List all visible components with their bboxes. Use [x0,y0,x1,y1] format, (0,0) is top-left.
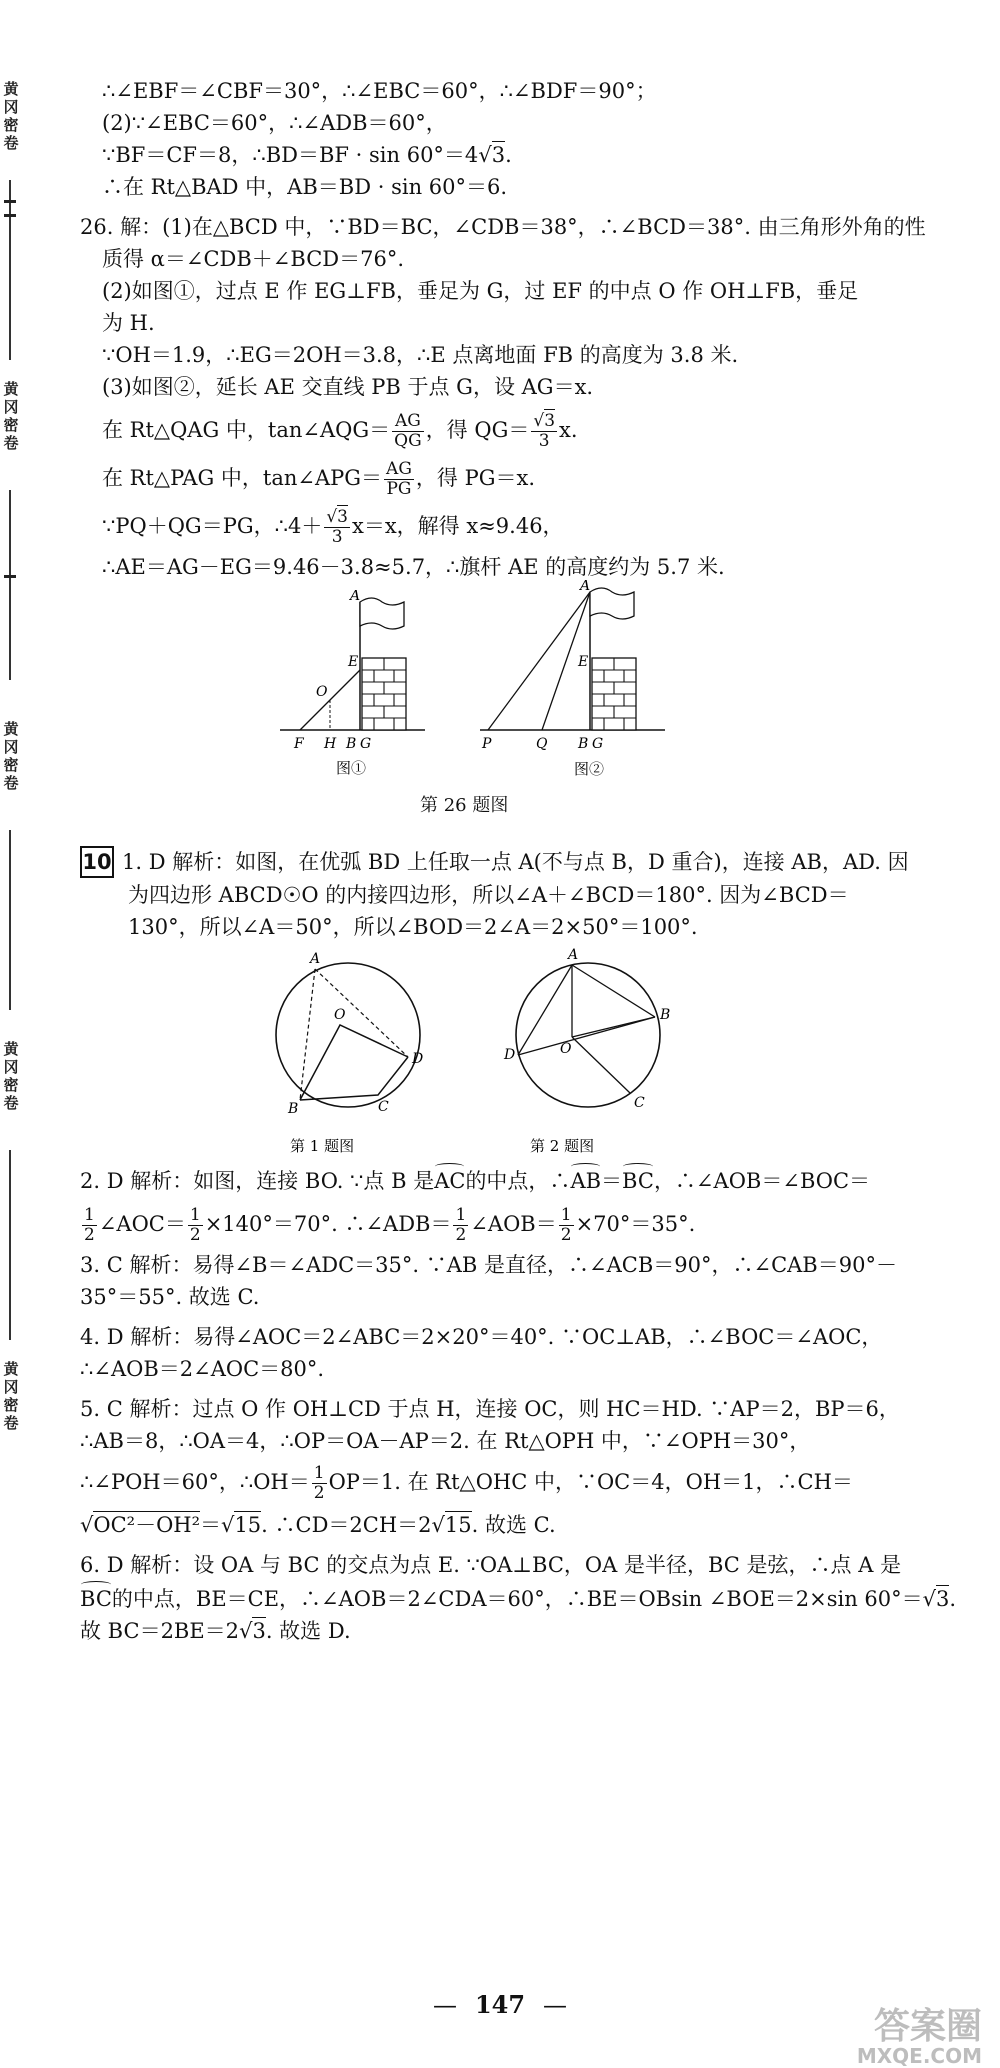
text-line: ∴AB＝8，∴OA＝4，∴OP＝OA－AP＝2. 在 Rt△OPH 中，∵∠OPH＝30°， [80,1429,811,1453]
text-line: 质得 α＝∠CDB＋∠BCD＝76°. [102,247,405,271]
text-line: (3)如图②，延长 AE 交直线 PB 于点 G，设 AG＝x. [102,375,594,399]
figure-caption: 第 1 题图 [290,1137,355,1155]
label-F: F [294,736,304,752]
text-line: 为四边形 ABCD☉O 的内接四边形，所以∠A＋∠BCD＝180°. 因为∠BCD＝ [128,883,849,907]
watermark-logo: 答案圈 MXQE.COM [856,2006,982,2068]
margin-label: 黄 冈 密 卷 [3,1360,19,1432]
page-number: — 147 — [432,1990,568,2019]
figure-caption: 第 2 题图 [530,1137,595,1155]
label-B: B [578,736,589,752]
label-A: A [350,590,361,604]
figure-26-1 [280,590,430,780]
margin-tick [4,200,16,203]
question-26: 26. 解：(1)在△BCD 中，∵BD＝BC，∠CDB＝38°，∴∠BCD＝38°. 由三角形外角的性 [80,215,926,239]
text-line: ∴∠EBF＝∠CBF＝30°，∴∠EBC＝60°，∴∠BDF＝90°； [102,79,657,103]
text-line: ∴在 Rt△BAD 中，AB＝BD · sin 60°＝6. [102,175,508,199]
text-line: 在 Rt△PAG 中，tan∠APG＝ $\frac{AG}{PG}$ ，得 PG＝x. [102,459,536,499]
section-number-box: 10 [80,846,114,878]
text-line: ∴∠POH＝60°，∴OH＝ $\frac{1}{2}$ OP＝1. 在 Rt△OHC 中，∵OC＝4，OH＝1，∴CH＝ [80,1463,853,1503]
figure-caption: 图① [336,759,367,777]
label-G: G [592,736,604,752]
text-line: ∴AE＝AG－EG＝9.46－3.8≈5.7，∴旗杆 AE 的高度约为 5.7 米. [102,555,725,579]
label-C: C [634,1095,645,1111]
figure-caption: 图② [574,760,605,778]
label-O: O [316,684,328,700]
text-line: ∵BF＝CF＝8，∴BD＝BF · sin 60°＝4√3. [102,143,512,167]
figure-q1 [260,945,440,1160]
figure-q2 [500,945,680,1160]
text-line: (2)∵∠EBC＝60°，∴∠ADB＝60°， [102,111,447,135]
text-line: 130°，所以∠A＝50°，所以∠BOD＝2∠A＝2×50°＝100°. [128,915,698,939]
margin-label: 黄 冈 密 卷 [3,380,19,452]
label-O: O [560,1041,572,1057]
answer-3: 3. C 解析：易得∠B＝∠ADC＝35°. ∵AB 是直径，∴∠ACB＝90°，∴∠CAB＝90°－ [80,1253,897,1277]
label-A: A [568,947,579,963]
label-G: G [360,736,372,752]
margin-rule [9,180,11,360]
label-H: H [324,736,337,752]
text-line: (2)如图①，过点 E 作 EG⊥FB，垂足为 G，过 EF 的中点 O 作 OH⊥FB，垂足 [102,279,859,303]
text-line: ∵OH＝1.9，∴EG＝2OH＝3.8，∴E 点离地面 FB 的高度为 3.8 米. [102,343,739,367]
binding-margin [0,0,28,2068]
label-P: P [482,736,492,752]
text-line: √OC²－OH²＝√15. ∴CD＝2CH＝2√15. 故选 C. [80,1513,556,1537]
answer-4: 4. D 解析：易得∠AOC＝2∠ABC＝2×20°＝40°. ∵OC⊥AB，∴∠BOC＝∠AOC， [80,1325,883,1349]
label-Q: Q [536,736,548,752]
label-E: E [578,654,589,670]
margin-rule [9,1150,11,1340]
label-D: D [412,1051,424,1067]
margin-rule [9,830,11,1010]
label-A: A [310,951,321,967]
label-B: B [288,1101,299,1117]
answer-5: 5. C 解析：过点 O 作 OH⊥CD 于点 H，连接 OC，则 HC＝HD. ∵AP＝2，BP＝6， [80,1397,900,1421]
margin-label: 黄 冈 密 卷 [3,720,19,792]
margin-label: 黄 冈 密 卷 [3,80,19,152]
text-line: 35°＝55°. 故选 C. [80,1285,260,1309]
label-O: O [334,1007,346,1023]
text-line: ∴∠AOB＝2∠AOC＝80°. [80,1357,325,1381]
text-line: 在 Rt△QAG 中，tan∠AQG＝ $\frac{AG}{QG}$ ，得 QG＝ $\frac{√3}{3}$ x. [102,411,578,451]
label-E: E [348,654,359,670]
text-line: 故 BC＝2BE＝2√3. 故选 D. [80,1619,351,1643]
margin-label: 黄 冈 密 卷 [3,1040,19,1112]
section-10-line: 10 1. D 解析：如图，在优弧 BD 上任取一点 A(不与点 B，D 重合)，连接 AB，AD. 因 [80,846,909,878]
text-line: 为 H. [102,311,155,335]
label-D: D [504,1047,516,1063]
margin-rule [9,490,11,680]
answer-2: 2. D 解析：如图，连接 BO. ∵点 B 是AC的中点，∴AB＝BC，∴∠AOB＝∠BOC＝ [80,1166,870,1196]
figure-26-2 [480,580,670,780]
label-C: C [378,1099,389,1115]
margin-tick [4,575,16,578]
answer-6: 6. D 解析：设 OA 与 BC 的交点为点 E. ∵OA⊥BC，OA 是半径，BC 是弦，∴点 A 是 [80,1553,902,1577]
text-line: $\frac{1}{2}$ ∠AOC＝ $\frac{1}{2}$ ×140°＝70°. ∴∠ADB＝ $\frac{1}{2}$ ∠AOB＝ $\frac{1}{2}$ ×70°＝35°. [84,1205,696,1245]
label-B: B [660,1007,671,1023]
label-B: B [346,736,357,752]
text-line: BC的中点，BE＝CE，∴∠AOB＝2∠CDA＝60°，∴BE＝OBsin ∠BOE＝2×sin 60°＝√3. [80,1584,956,1614]
margin-tick [4,214,16,217]
figure-26-caption: 第 26 题图 [420,795,509,816]
label-A: A [580,580,591,594]
text-line: ∵PQ＋QG＝PG，∴4＋ $\frac{√3}{3}$ x＝x，解得 x≈9.46， [102,507,564,547]
